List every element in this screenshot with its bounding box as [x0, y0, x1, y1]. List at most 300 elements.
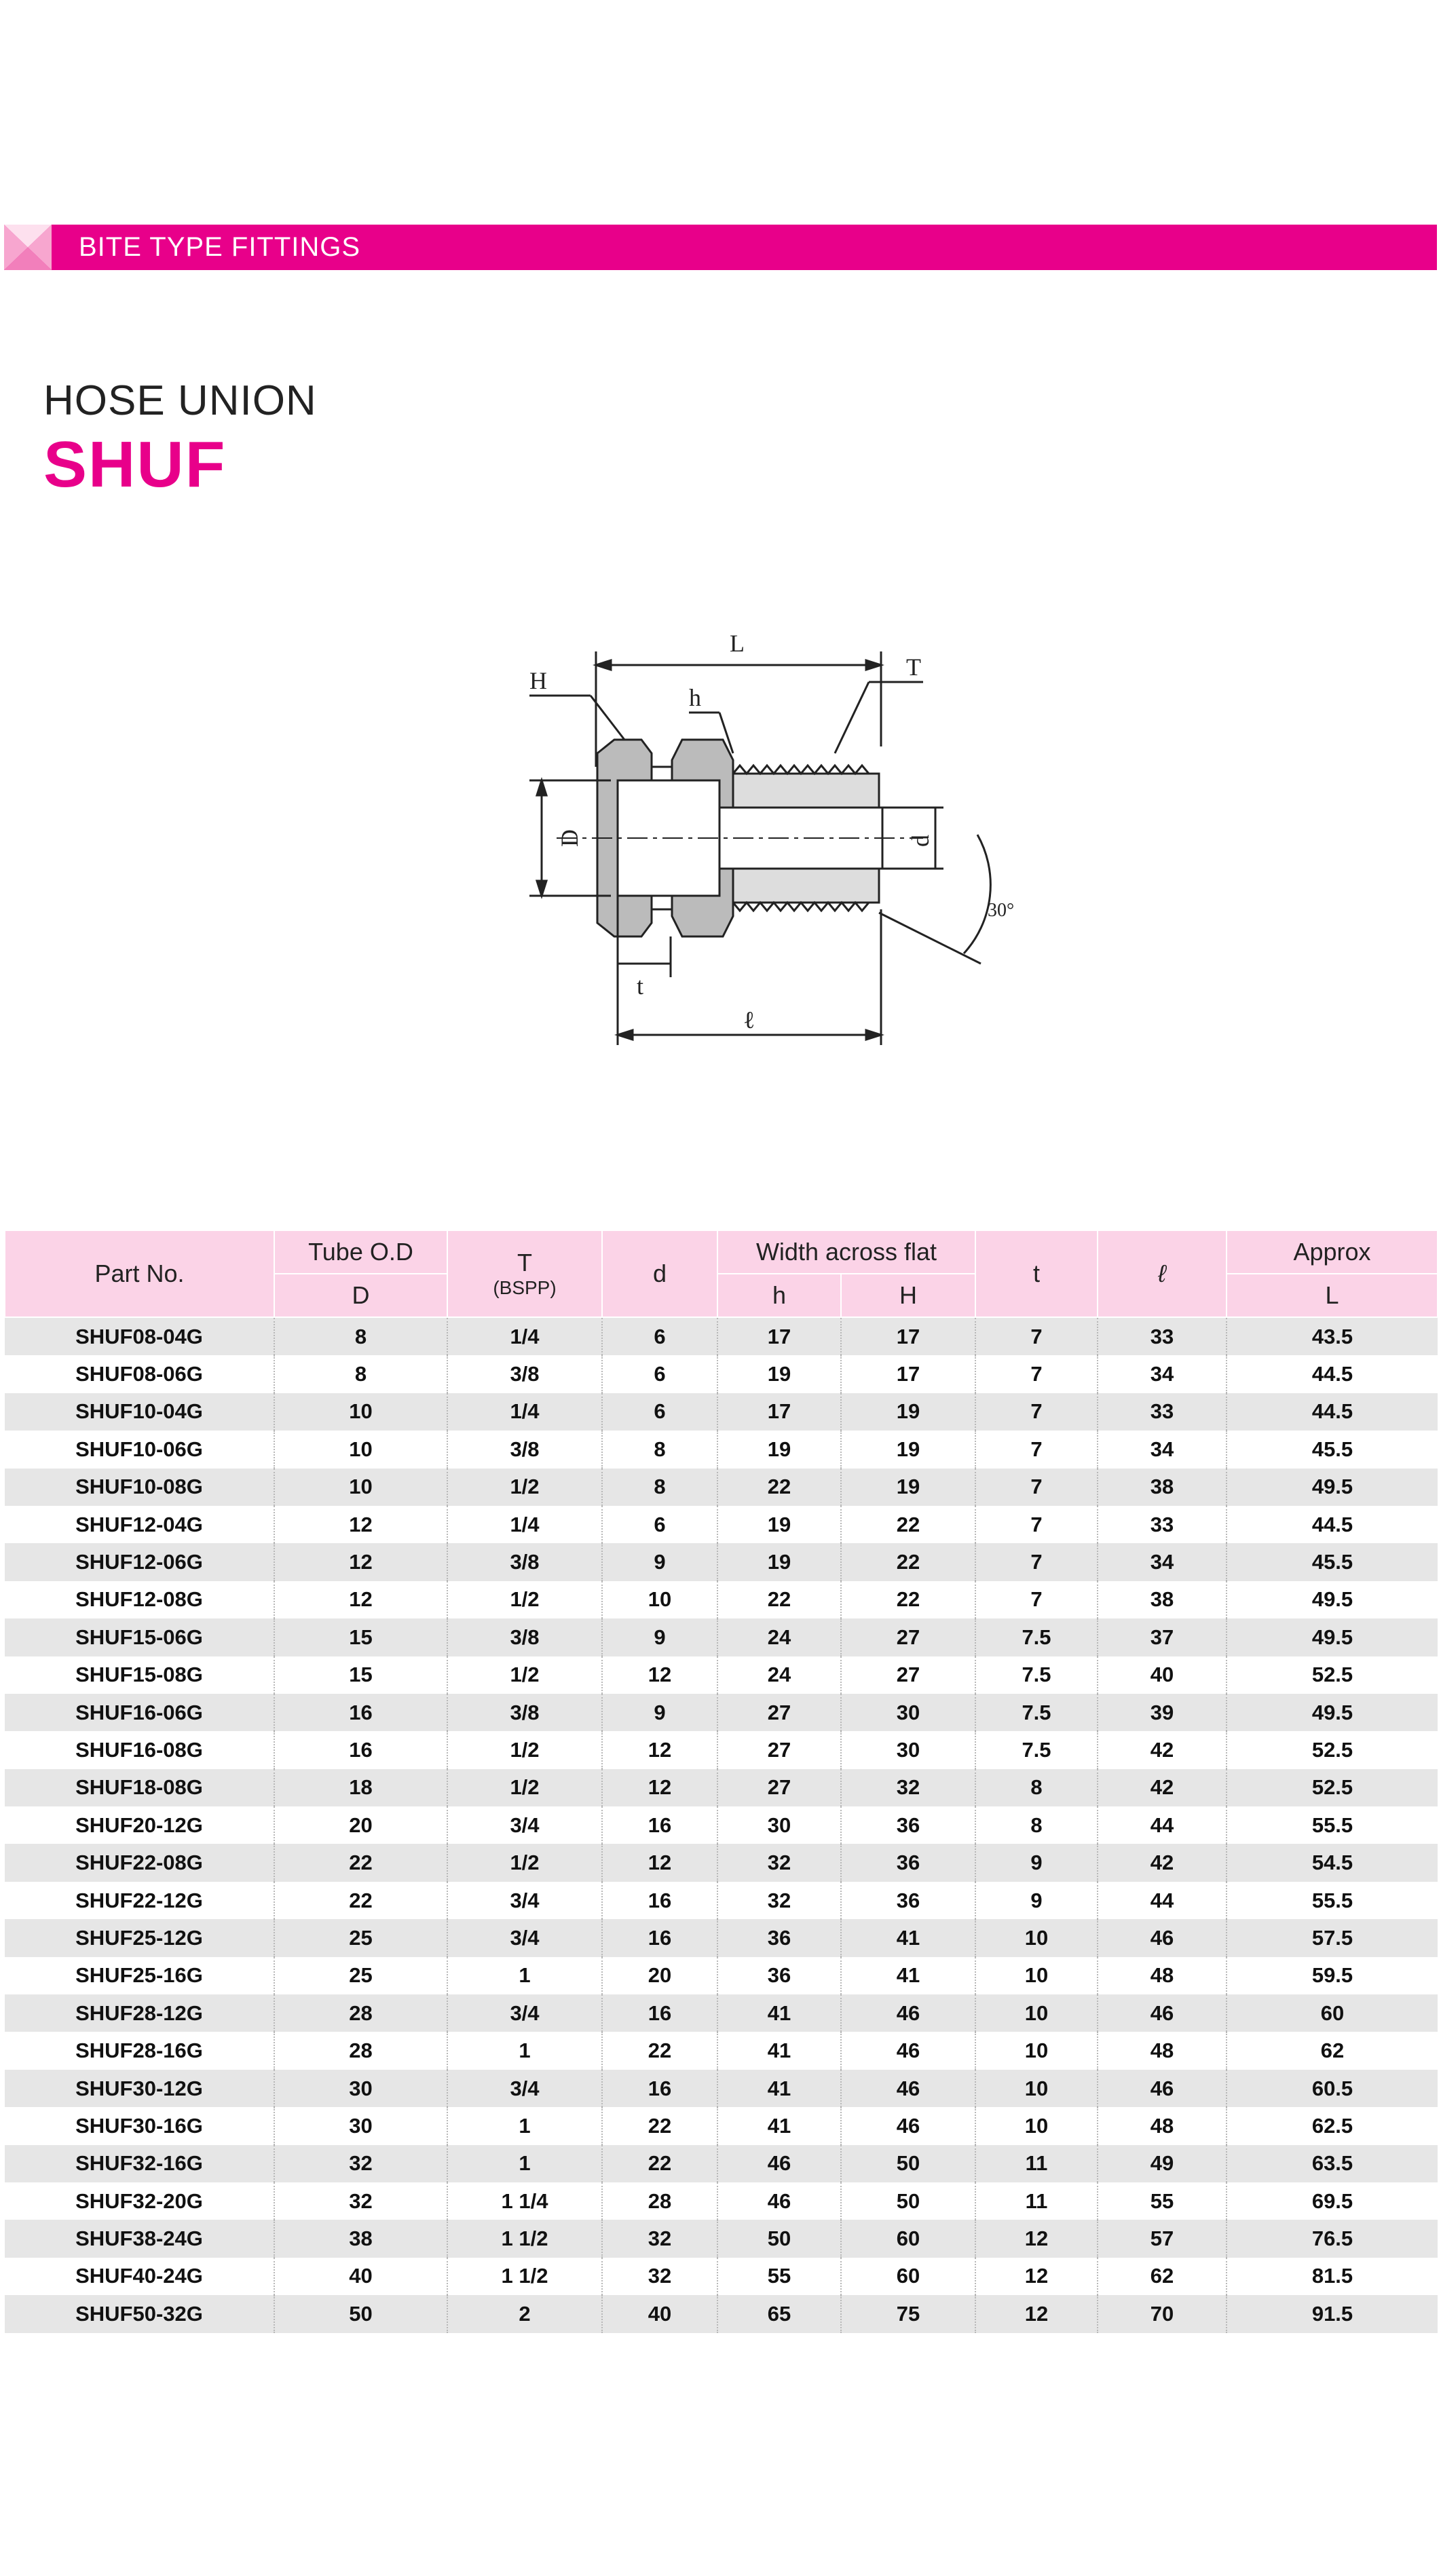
banner-arrow-icon: [4, 225, 52, 270]
cell-t-bspp: 1: [447, 2145, 602, 2182]
dimension-table: [4, 1230, 1438, 2333]
cell-part-no: SHUF30-16G: [5, 2107, 274, 2144]
cell-h-big: 36: [841, 1882, 975, 1919]
cell-d: 6: [602, 1393, 717, 1431]
cell-t: 8: [975, 1769, 1098, 1806]
table-row: [5, 1317, 1438, 1355]
cell-t: 7.5: [975, 1694, 1098, 1731]
cell-t-bspp: 3/8: [447, 1355, 602, 1393]
diagram-label-L: L: [730, 630, 745, 657]
table-row: [5, 1844, 1438, 1881]
cell-h-small: 19: [717, 1355, 841, 1393]
cell-tube-od: 28: [274, 1994, 447, 2032]
cell-h-big: 60: [841, 2258, 975, 2295]
cell-h-big: 46: [841, 2107, 975, 2144]
cell-d: 6: [602, 1506, 717, 1543]
cell-h-small: 22: [717, 1581, 841, 1618]
cell-h-small: 19: [717, 1431, 841, 1468]
cell-part-no: SHUF18-08G: [5, 1769, 274, 1806]
cell-t: 10: [975, 2107, 1098, 2144]
cell-part-no: SHUF38-24G: [5, 2220, 274, 2257]
cell-h-small: 41: [717, 2032, 841, 2069]
cell-approx-l: 43.5: [1227, 1317, 1438, 1355]
cell-t-bspp: 1/2: [447, 1656, 602, 1694]
cell-h-big: 41: [841, 1957, 975, 1994]
table-row: [5, 1806, 1438, 1844]
cell-h-big: 17: [841, 1317, 975, 1355]
cell-d: 16: [602, 1806, 717, 1844]
cell-h-small: 41: [717, 2070, 841, 2107]
table-row: [5, 2258, 1438, 2295]
header-d: d: [602, 1230, 717, 1317]
cell-h-big: 27: [841, 1618, 975, 1656]
cell-h-big: 75: [841, 2295, 975, 2332]
cell-approx-l: 62: [1227, 2032, 1438, 2069]
cell-t-bspp: 1: [447, 2032, 602, 2069]
cell-ell: 42: [1098, 1769, 1227, 1806]
cell-ell: 38: [1098, 1469, 1227, 1506]
cell-h-big: 46: [841, 2070, 975, 2107]
cell-ell: 44: [1098, 1882, 1227, 1919]
cell-t: 7: [975, 1506, 1098, 1543]
header-approx-symbol: L: [1227, 1274, 1438, 1317]
cell-t: 7.5: [975, 1656, 1098, 1694]
cell-t: 9: [975, 1844, 1098, 1881]
cell-h-small: 27: [717, 1769, 841, 1806]
table-row: [5, 2295, 1438, 2332]
cell-h-big: 32: [841, 1769, 975, 1806]
cell-d: 20: [602, 1957, 717, 1994]
cell-approx-l: 49.5: [1227, 1618, 1438, 1656]
cell-t-bspp: 1 1/4: [447, 2182, 602, 2220]
cell-t-bspp: 2: [447, 2295, 602, 2332]
cell-tube-od: 28: [274, 2032, 447, 2069]
cell-tube-od: 16: [274, 1731, 447, 1768]
cell-t: 11: [975, 2182, 1098, 2220]
cell-h-big: 22: [841, 1543, 975, 1580]
cell-d: 40: [602, 2295, 717, 2332]
cell-approx-l: 45.5: [1227, 1543, 1438, 1580]
cell-tube-od: 18: [274, 1769, 447, 1806]
diagram-label-T: T: [906, 654, 921, 681]
diagram-label-D: D: [556, 829, 583, 847]
header-tube-od: Tube O.D: [274, 1230, 447, 1274]
cell-h-small: 46: [717, 2182, 841, 2220]
cell-t-bspp: 1/2: [447, 1469, 602, 1506]
cell-d: 9: [602, 1618, 717, 1656]
cell-approx-l: 49.5: [1227, 1581, 1438, 1618]
cell-part-no: SHUF08-04G: [5, 1317, 274, 1355]
cell-t-bspp: 3/4: [447, 1994, 602, 2032]
cell-tube-od: 12: [274, 1543, 447, 1580]
header-width-across-flat: Width across flat: [717, 1230, 975, 1274]
cell-h-small: 22: [717, 1469, 841, 1506]
cell-h-big: 46: [841, 2032, 975, 2069]
table-row: [5, 2107, 1438, 2144]
cell-t-bspp: 1/4: [447, 1317, 602, 1355]
cell-h-big: 36: [841, 1844, 975, 1881]
table-row: [5, 1581, 1438, 1618]
cell-approx-l: 49.5: [1227, 1694, 1438, 1731]
cell-h-big: 30: [841, 1731, 975, 1768]
cell-part-no: SHUF25-12G: [5, 1919, 274, 1956]
diagram-label-angle: 30°: [988, 900, 1015, 921]
cell-d: 6: [602, 1317, 717, 1355]
cell-t-bspp: 1/2: [447, 1769, 602, 1806]
cell-t-bspp: 1/2: [447, 1581, 602, 1618]
cell-d: 16: [602, 1919, 717, 1956]
cell-approx-l: 69.5: [1227, 2182, 1438, 2220]
cell-t: 7: [975, 1317, 1098, 1355]
cell-h-small: 32: [717, 1844, 841, 1881]
cell-part-no: SHUF40-24G: [5, 2258, 274, 2295]
table-row: [5, 1543, 1438, 1580]
cell-d: 16: [602, 1882, 717, 1919]
cell-t: 10: [975, 1919, 1098, 1956]
table-row: [5, 1769, 1438, 1806]
cell-t: 9: [975, 1882, 1098, 1919]
cell-t: 7.5: [975, 1618, 1098, 1656]
cell-d: 22: [602, 2145, 717, 2182]
diagram-label-H: H: [529, 667, 547, 694]
cell-h-small: 24: [717, 1656, 841, 1694]
cell-d: 12: [602, 1731, 717, 1768]
cell-t: 7: [975, 1431, 1098, 1468]
table-row: [5, 1694, 1438, 1731]
cell-approx-l: 60.5: [1227, 2070, 1438, 2107]
cell-part-no: SHUF12-06G: [5, 1543, 274, 1580]
cell-h-big: 22: [841, 1506, 975, 1543]
cell-t: 10: [975, 2032, 1098, 2069]
header-t-sub: (BSPP): [493, 1277, 557, 1298]
cell-t: 7: [975, 1469, 1098, 1506]
cell-t: 10: [975, 1957, 1098, 1994]
cell-t: 8: [975, 1806, 1098, 1844]
cell-approx-l: 55.5: [1227, 1806, 1438, 1844]
cell-t-bspp: 3/4: [447, 2070, 602, 2107]
cell-tube-od: 50: [274, 2295, 447, 2332]
cell-approx-l: 44.5: [1227, 1506, 1438, 1543]
cell-d: 32: [602, 2258, 717, 2295]
cell-part-no: SHUF15-08G: [5, 1656, 274, 1694]
cell-tube-od: 32: [274, 2145, 447, 2182]
cell-tube-od: 15: [274, 1656, 447, 1694]
cell-ell: 34: [1098, 1543, 1227, 1580]
cell-h-big: 50: [841, 2182, 975, 2220]
cell-ell: 39: [1098, 1694, 1227, 1731]
cell-t-bspp: 3/8: [447, 1431, 602, 1468]
cell-t-bspp: 1: [447, 2107, 602, 2144]
cell-tube-od: 15: [274, 1618, 447, 1656]
cell-h-small: 32: [717, 1882, 841, 1919]
cell-part-no: SHUF30-12G: [5, 2070, 274, 2107]
table-row: [5, 1355, 1438, 1393]
cell-d: 22: [602, 2107, 717, 2144]
cell-tube-od: 10: [274, 1469, 447, 1506]
cell-ell: 44: [1098, 1806, 1227, 1844]
cell-h-big: 36: [841, 1806, 975, 1844]
cell-ell: 34: [1098, 1355, 1227, 1393]
cell-h-small: 30: [717, 1806, 841, 1844]
cell-t-bspp: 3/4: [447, 1806, 602, 1844]
table-row: [5, 2032, 1438, 2069]
cell-t-bspp: 1: [447, 1957, 602, 1994]
cell-part-no: SHUF16-08G: [5, 1731, 274, 1768]
product-subtitle: HOSE UNION: [43, 377, 317, 424]
cell-t-bspp: 1 1/2: [447, 2220, 602, 2257]
header-t-bspp: [447, 1230, 602, 1317]
cell-ell: 57: [1098, 2220, 1227, 2257]
cell-h-big: 17: [841, 1355, 975, 1393]
diagram-label-h: h: [689, 684, 701, 711]
cell-approx-l: 44.5: [1227, 1355, 1438, 1393]
cell-h-big: 19: [841, 1469, 975, 1506]
cell-h-small: 36: [717, 1957, 841, 1994]
cell-h-small: 19: [717, 1506, 841, 1543]
cell-d: 10: [602, 1581, 717, 1618]
cell-d: 9: [602, 1543, 717, 1580]
cell-tube-od: 25: [274, 1919, 447, 1956]
cell-t-bspp: 1/4: [447, 1506, 602, 1543]
header-t-label: T: [517, 1249, 532, 1276]
cell-h-small: 17: [717, 1317, 841, 1355]
cell-tube-od: 32: [274, 2182, 447, 2220]
cell-part-no: SHUF12-04G: [5, 1506, 274, 1543]
header-part-no: Part No.: [5, 1230, 274, 1317]
cell-tube-od: 22: [274, 1844, 447, 1881]
table-row: [5, 1731, 1438, 1768]
cell-part-no: SHUF10-08G: [5, 1469, 274, 1506]
cell-part-no: SHUF28-12G: [5, 1994, 274, 2032]
cell-h-small: 65: [717, 2295, 841, 2332]
cell-part-no: SHUF20-12G: [5, 1806, 274, 1844]
cell-approx-l: 55.5: [1227, 1882, 1438, 1919]
cell-d: 8: [602, 1469, 717, 1506]
cell-tube-od: 12: [274, 1581, 447, 1618]
cell-h-big: 41: [841, 1919, 975, 1956]
cell-ell: 48: [1098, 1957, 1227, 1994]
cell-t: 7.5: [975, 1731, 1098, 1768]
cell-ell: 37: [1098, 1618, 1227, 1656]
table-row: [5, 1656, 1438, 1694]
cell-d: 12: [602, 1844, 717, 1881]
cell-h-big: 22: [841, 1581, 975, 1618]
cell-d: 32: [602, 2220, 717, 2257]
cell-h-small: 41: [717, 1994, 841, 2032]
cell-ell: 33: [1098, 1506, 1227, 1543]
cell-h-small: 27: [717, 1731, 841, 1768]
cell-t-bspp: 3/4: [447, 1882, 602, 1919]
cell-h-big: 19: [841, 1431, 975, 1468]
diagram-label-d: d: [907, 835, 934, 847]
cell-d: 16: [602, 2070, 717, 2107]
table-row: [5, 1506, 1438, 1543]
diagram-label-ell: ℓ: [743, 1006, 755, 1034]
header-h-big: H: [841, 1274, 975, 1317]
cell-tube-od: 8: [274, 1317, 447, 1355]
table-row: [5, 1469, 1438, 1506]
cell-t: 10: [975, 2070, 1098, 2107]
cell-h-big: 27: [841, 1656, 975, 1694]
table-row: [5, 2182, 1438, 2220]
cell-h-small: 50: [717, 2220, 841, 2257]
cell-approx-l: 44.5: [1227, 1393, 1438, 1431]
cell-h-big: 30: [841, 1694, 975, 1731]
cell-t-bspp: 1 1/2: [447, 2258, 602, 2295]
table-row: [5, 2070, 1438, 2107]
header-h-small: h: [717, 1274, 841, 1317]
cell-h-small: 24: [717, 1618, 841, 1656]
product-title: SHUF: [43, 428, 227, 501]
table-row: [5, 1618, 1438, 1656]
cell-ell: 42: [1098, 1844, 1227, 1881]
cell-part-no: SHUF15-06G: [5, 1618, 274, 1656]
cell-h-big: 50: [841, 2145, 975, 2182]
table-body: [5, 1317, 1438, 2333]
cell-t: 7: [975, 1355, 1098, 1393]
cell-h-small: 19: [717, 1543, 841, 1580]
cell-approx-l: 91.5: [1227, 2295, 1438, 2332]
cell-h-small: 55: [717, 2258, 841, 2295]
cell-tube-od: 12: [274, 1506, 447, 1543]
cell-t: 12: [975, 2220, 1098, 2257]
diagram-label-t: t: [637, 972, 644, 1000]
cell-t: 10: [975, 1994, 1098, 2032]
cell-approx-l: 52.5: [1227, 1656, 1438, 1694]
header-tube-od-symbol: D: [274, 1274, 447, 1317]
table-row: [5, 1431, 1438, 1468]
cell-d: 12: [602, 1769, 717, 1806]
cell-part-no: SHUF32-20G: [5, 2182, 274, 2220]
cell-tube-od: 30: [274, 2070, 447, 2107]
cell-tube-od: 16: [274, 1694, 447, 1731]
section-banner: [4, 225, 1437, 270]
cell-t: 12: [975, 2258, 1098, 2295]
cell-t-bspp: 3/4: [447, 1919, 602, 1956]
header-t: t: [975, 1230, 1098, 1317]
cell-approx-l: 54.5: [1227, 1844, 1438, 1881]
cell-ell: 49: [1098, 2145, 1227, 2182]
cell-d: 22: [602, 2032, 717, 2069]
cell-ell: 62: [1098, 2258, 1227, 2295]
cell-t: 7: [975, 1393, 1098, 1431]
cell-tube-od: 40: [274, 2258, 447, 2295]
banner-label: BITE TYPE FITTINGS: [79, 232, 361, 262]
cell-d: 16: [602, 1994, 717, 2032]
cell-t-bspp: 3/8: [447, 1694, 602, 1731]
cell-t: 12: [975, 2295, 1098, 2332]
table-row: [5, 1882, 1438, 1919]
cell-h-small: 27: [717, 1694, 841, 1731]
cell-part-no: SHUF16-06G: [5, 1694, 274, 1731]
cell-h-small: 41: [717, 2107, 841, 2144]
cell-part-no: SHUF25-16G: [5, 1957, 274, 1994]
cell-approx-l: 57.5: [1227, 1919, 1438, 1956]
cell-approx-l: 59.5: [1227, 1957, 1438, 1994]
cell-part-no: SHUF12-08G: [5, 1581, 274, 1618]
cell-d: 9: [602, 1694, 717, 1731]
cell-ell: 34: [1098, 1431, 1227, 1468]
cell-tube-od: 22: [274, 1882, 447, 1919]
cell-d: 28: [602, 2182, 717, 2220]
cell-ell: 55: [1098, 2182, 1227, 2220]
cell-ell: 48: [1098, 2107, 1227, 2144]
fitting-diagram: [516, 624, 1072, 1062]
cell-tube-od: 38: [274, 2220, 447, 2257]
cell-part-no: SHUF50-32G: [5, 2295, 274, 2332]
header-approx: Approx: [1227, 1230, 1438, 1274]
cell-tube-od: 20: [274, 1806, 447, 1844]
table-row: [5, 1919, 1438, 1956]
cell-h-big: 46: [841, 1994, 975, 2032]
cell-ell: 38: [1098, 1581, 1227, 1618]
cell-tube-od: 8: [274, 1355, 447, 1393]
cell-approx-l: 62.5: [1227, 2107, 1438, 2144]
cell-t: 7: [975, 1543, 1098, 1580]
cell-tube-od: 30: [274, 2107, 447, 2144]
cell-d: 12: [602, 1656, 717, 1694]
cell-approx-l: 63.5: [1227, 2145, 1438, 2182]
cell-t-bspp: 3/8: [447, 1543, 602, 1580]
cell-t-bspp: 3/8: [447, 1618, 602, 1656]
cell-h-big: 60: [841, 2220, 975, 2257]
cell-approx-l: 81.5: [1227, 2258, 1438, 2295]
cell-approx-l: 45.5: [1227, 1431, 1438, 1468]
cell-approx-l: 52.5: [1227, 1769, 1438, 1806]
table-row: [5, 1994, 1438, 2032]
table-row: [5, 2145, 1438, 2182]
cell-part-no: SHUF10-04G: [5, 1393, 274, 1431]
cell-ell: 33: [1098, 1317, 1227, 1355]
cell-part-no: SHUF32-16G: [5, 2145, 274, 2182]
cell-tube-od: 10: [274, 1393, 447, 1431]
cell-part-no: SHUF08-06G: [5, 1355, 274, 1393]
cell-part-no: SHUF22-08G: [5, 1844, 274, 1881]
cell-h-small: 36: [717, 1919, 841, 1956]
cell-ell: 42: [1098, 1731, 1227, 1768]
cell-ell: 46: [1098, 2070, 1227, 2107]
cell-h-small: 46: [717, 2145, 841, 2182]
cell-t: 11: [975, 2145, 1098, 2182]
cell-part-no: SHUF22-12G: [5, 1882, 274, 1919]
header-ell: ℓ: [1098, 1230, 1227, 1317]
cell-ell: 40: [1098, 1656, 1227, 1694]
table-row: [5, 2220, 1438, 2257]
cell-t-bspp: 1/2: [447, 1731, 602, 1768]
table-row: [5, 1957, 1438, 1994]
cell-ell: 70: [1098, 2295, 1227, 2332]
cell-ell: 46: [1098, 1994, 1227, 2032]
cell-approx-l: 76.5: [1227, 2220, 1438, 2257]
cell-d: 6: [602, 1355, 717, 1393]
cell-approx-l: 52.5: [1227, 1731, 1438, 1768]
cell-t: 7: [975, 1581, 1098, 1618]
cell-ell: 46: [1098, 1919, 1227, 1956]
cell-approx-l: 60: [1227, 1994, 1438, 2032]
cell-tube-od: 25: [274, 1957, 447, 1994]
cell-t-bspp: 1/2: [447, 1844, 602, 1881]
cell-ell: 33: [1098, 1393, 1227, 1431]
cell-part-no: SHUF28-16G: [5, 2032, 274, 2069]
table-row: [5, 1393, 1438, 1431]
cell-t-bspp: 1/4: [447, 1393, 602, 1431]
cell-ell: 48: [1098, 2032, 1227, 2069]
cell-tube-od: 10: [274, 1431, 447, 1468]
cell-d: 8: [602, 1431, 717, 1468]
cell-h-small: 17: [717, 1393, 841, 1431]
cell-approx-l: 49.5: [1227, 1469, 1438, 1506]
cell-h-big: 19: [841, 1393, 975, 1431]
